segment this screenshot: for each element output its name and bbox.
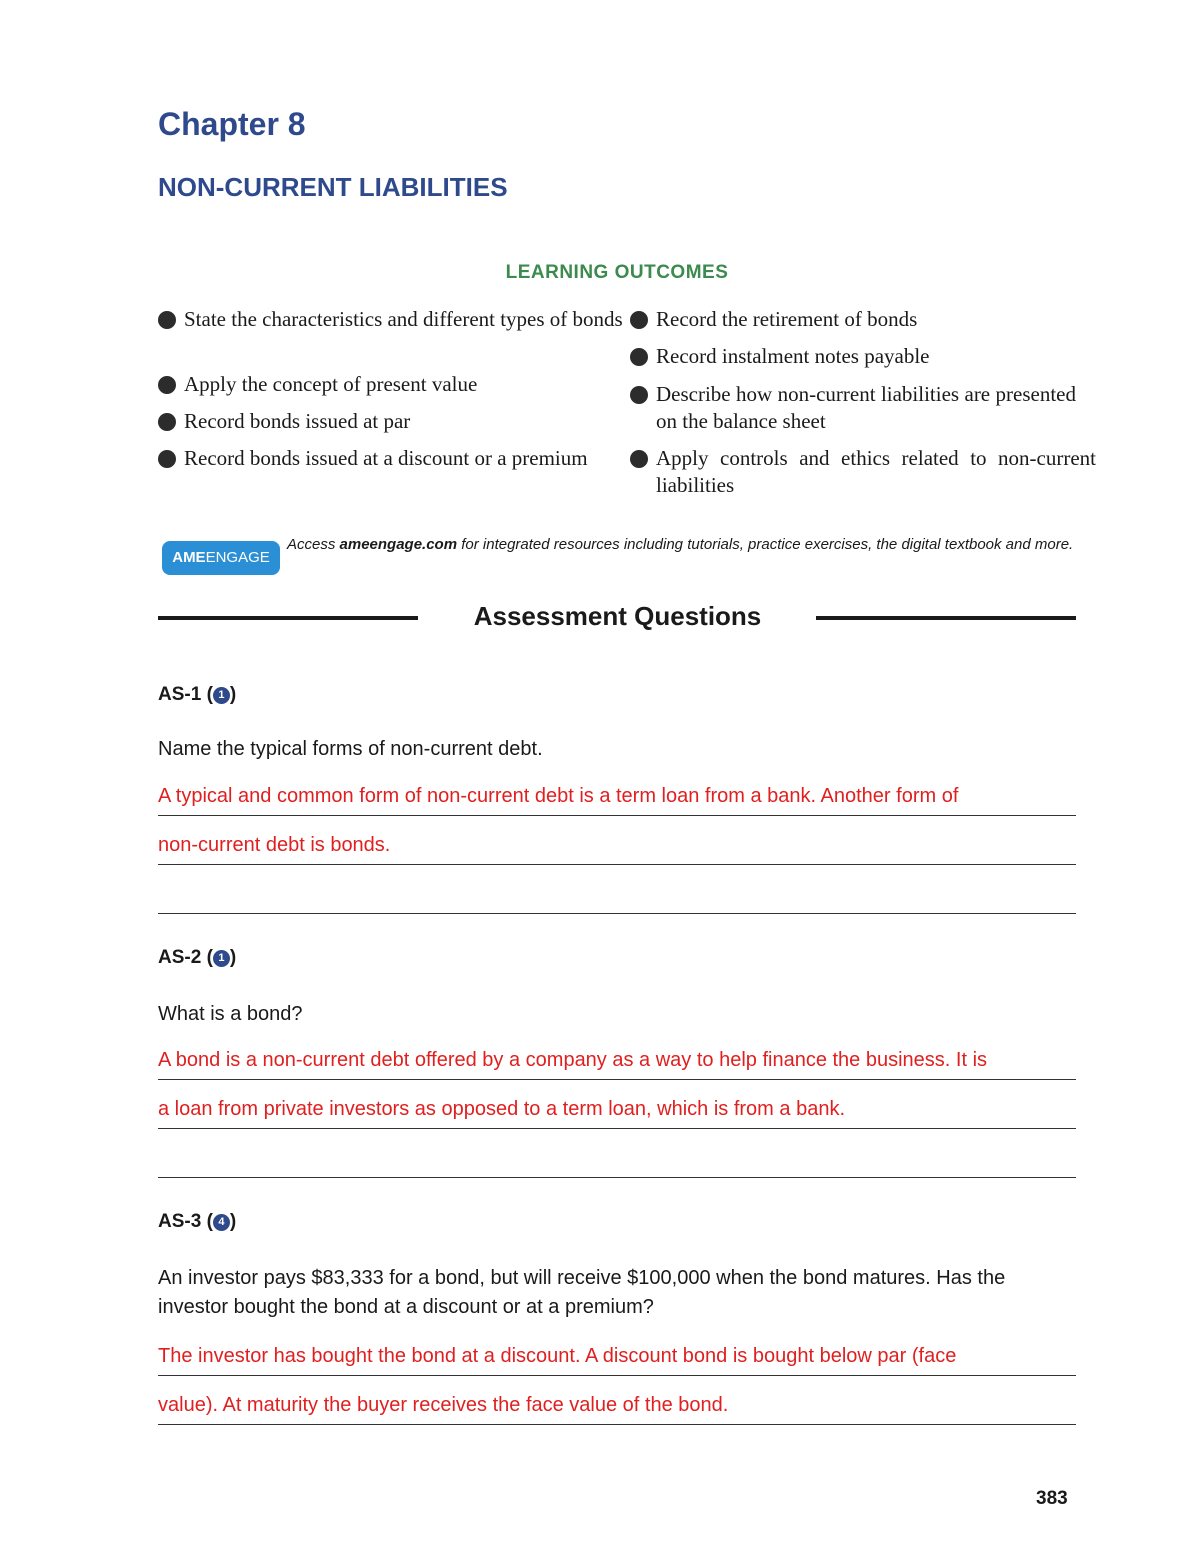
answer-rule — [158, 815, 1076, 816]
answer-rule — [158, 913, 1076, 914]
outcome-text: Apply controls and ethics related to non-current liabilities — [656, 446, 1096, 497]
question-label-as2 — [158, 947, 236, 969]
logo-text-bold: AME — [172, 549, 206, 566]
outcome-text: Record instalment notes payable — [656, 344, 930, 368]
learning-outcomes-heading: LEARNING OUTCOMES — [505, 262, 729, 283]
access-prefix: Access — [287, 536, 340, 553]
outcome-number-icon: 5 — [630, 311, 648, 329]
question-text-as1: Name the typical forms of non-current debt. — [158, 738, 543, 760]
outcome-number-icon: 7 — [630, 386, 648, 404]
outcome-number-icon: 4 — [213, 1214, 230, 1231]
outcome-text: Describe how non-current liabilities are presented on the balance sheet — [656, 382, 1076, 433]
learning-outcome-1 — [150, 306, 632, 333]
outcome-text: Apply the concept of present value — [184, 372, 478, 396]
outcome-text: State the characteristics and different types of bonds — [184, 307, 623, 331]
assessment-heading: Assessment Questions — [473, 601, 762, 631]
learning-outcome-3 — [150, 408, 632, 435]
outcome-number-icon: 1 — [213, 687, 230, 704]
answer-line: The investor has bought the bond at a discount. A discount bond is bought below par (face — [158, 1345, 957, 1367]
outcome-number-icon: 4 — [158, 450, 176, 468]
outcome-text: Record bonds issued at a discount or a premium — [184, 446, 588, 470]
answer-rule — [158, 1375, 1076, 1376]
learning-outcome-2 — [150, 371, 632, 398]
outcome-number-icon: 1 — [213, 950, 230, 967]
learning-outcome-4 — [150, 445, 604, 472]
logo-text: ENGAGE — [205, 549, 270, 566]
learning-outcome-5 — [622, 306, 1102, 333]
heading-rule-left — [158, 616, 418, 620]
label-text: AS-3 ( — [158, 1211, 213, 1232]
outcome-text: Record the retirement of bonds — [656, 307, 918, 331]
ameengage-link[interactable]: ameengage.com — [339, 536, 458, 553]
answer-line: a loan from private investors as opposed to a term loan, which is from a bank. — [158, 1098, 846, 1120]
answer-line: A bond is a non-current debt offered by a company as a way to help finance the business. It is — [158, 1049, 988, 1071]
learning-outcome-6 — [622, 343, 1102, 370]
page-number: 383 — [1036, 1488, 1068, 1509]
outcome-number-icon: 2 — [158, 376, 176, 394]
access-note — [287, 535, 1087, 555]
label-end: ) — [229, 1211, 237, 1232]
question-label-as1 — [158, 684, 236, 706]
answer-rule — [158, 1424, 1076, 1425]
label-text: AS-2 ( — [158, 947, 213, 968]
access-suffix: for integrated resources including tutorials, practice exercises, the digital textbook and more. — [457, 536, 1074, 553]
outcome-number-icon: 8 — [630, 450, 648, 468]
question-text-as3: An investor pays $83,333 for a bond, but will receive $100,000 when the bond matures. Has the investor bought the bond at a discount or at a premium? — [158, 1267, 1006, 1318]
heading-rule-right — [816, 616, 1076, 620]
label-text: AS-1 ( — [158, 684, 213, 705]
learning-outcome-8 — [622, 445, 1096, 499]
answer-rule — [158, 864, 1076, 865]
outcome-number-icon: 6 — [630, 348, 648, 366]
ameengage-logo[interactable] — [162, 541, 280, 575]
chapter-subtitle: NON-CURRENT LIABILITIES — [158, 172, 508, 202]
answer-rule — [158, 1128, 1076, 1129]
answer-line: value). At maturity the buyer receives the face value of the bond. — [158, 1394, 729, 1416]
answer-line: non-current debt is bonds. — [158, 834, 391, 856]
learning-outcome-7 — [622, 381, 1076, 435]
label-end: ) — [229, 947, 237, 968]
chapter-title: Chapter 8 — [158, 106, 306, 142]
answer-rule — [158, 1177, 1076, 1178]
outcome-text: Record bonds issued at par — [184, 409, 411, 433]
question-text-as2: What is a bond? — [158, 1003, 303, 1025]
label-end: ) — [229, 684, 237, 705]
outcome-number-icon: 3 — [158, 413, 176, 431]
answer-line: A typical and common form of non-current debt is a term loan from a bank. Another form of — [158, 785, 959, 807]
outcome-number-icon: 1 — [158, 311, 176, 329]
answer-rule — [158, 1079, 1076, 1080]
question-label-as3 — [158, 1211, 236, 1233]
